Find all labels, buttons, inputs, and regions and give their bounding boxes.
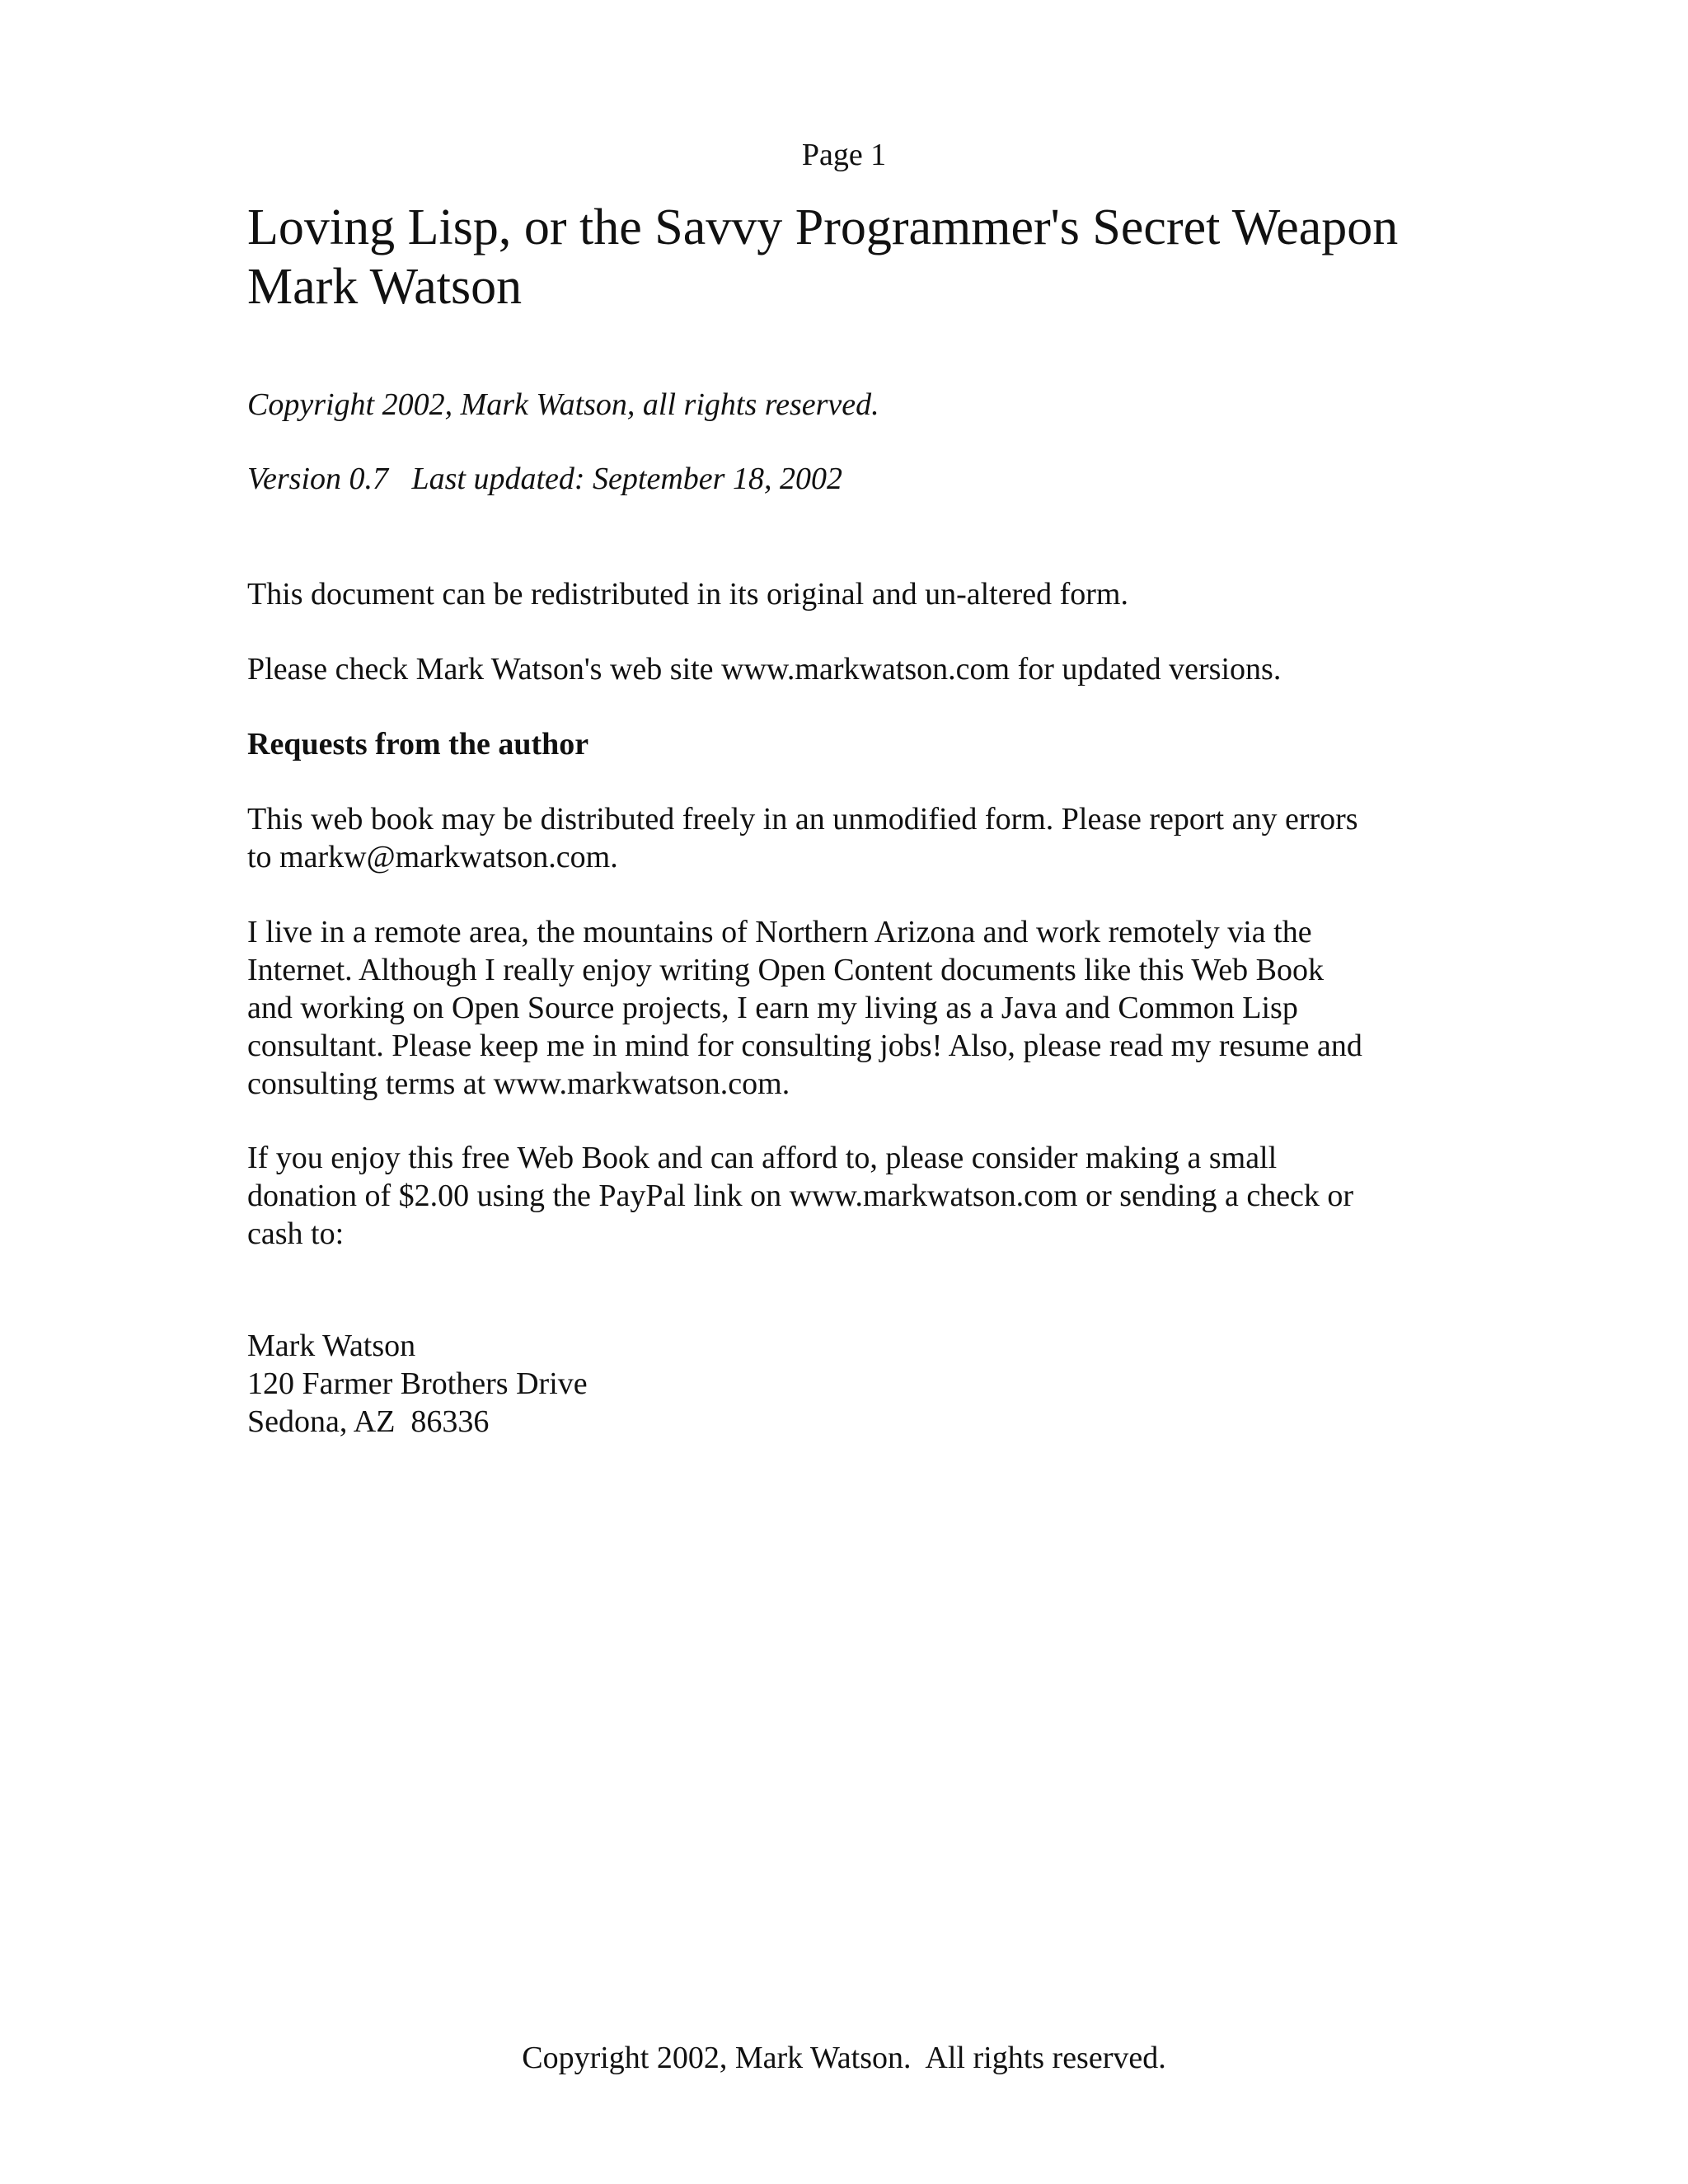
address-street: 120 Farmer Brothers Drive — [247, 1366, 588, 1401]
text-line: consulting terms at www.markwatson.com. — [247, 1066, 790, 1101]
text-line: Please check Mark Watson's web site www.markwatson.com for updated versions. — [247, 652, 1282, 687]
page-footer: Copyright 2002, Mark Watson. All rights reserved. — [522, 2041, 1166, 2075]
remote-work-paragraph — [247, 913, 1467, 1103]
text-line: consultant. Please keep me in mind for consulting jobs! Also, please read my resume and — [247, 1029, 1362, 1063]
text-line: If you enjoy this free Web Book and can afford to, please consider making a small — [247, 1141, 1278, 1175]
text-line: donation of $2.00 using the PayPal link on www.markwatson.com or sending a check or — [247, 1179, 1354, 1213]
text-line: cash to: — [247, 1216, 345, 1251]
text-line: This document can be redistributed in its original and un-altered form. — [247, 577, 1128, 612]
text-line: Internet. Although I really enjoy writing Open Content documents like this Web Book — [247, 953, 1324, 987]
mailing-address — [247, 1327, 1467, 1441]
document-title — [247, 198, 1484, 316]
title-line: Loving Lisp, or the Savvy Programmer's Secret Weapon — [247, 199, 1399, 255]
text-line: This web book may be distributed freely in an unmodified form. Please report any errors — [247, 802, 1358, 837]
copyright-notice: Copyright 2002, Mark Watson, all rights reserved. — [247, 387, 879, 422]
text-line: I live in a remote area, the mountains of Northern Arizona and work remotely via the — [247, 915, 1312, 949]
text-line: and working on Open Source projects, I earn my living as a Java and Common Lisp — [247, 991, 1298, 1025]
page-number: Page 1 — [801, 138, 887, 172]
address-city: Sedona, AZ 86336 — [247, 1404, 490, 1439]
version-info: Version 0.7 Last updated: September 18, 2002 — [247, 462, 842, 496]
author-name: Mark Watson — [247, 259, 523, 315]
address-name: Mark Watson — [247, 1329, 416, 1363]
updates-note — [247, 650, 1467, 688]
donation-paragraph — [247, 1139, 1467, 1253]
requests-heading: Requests from the author — [247, 727, 589, 762]
errors-paragraph — [247, 800, 1467, 876]
text-line: to markw@markwatson.com. — [247, 840, 618, 874]
redistribution-note — [247, 575, 1467, 613]
